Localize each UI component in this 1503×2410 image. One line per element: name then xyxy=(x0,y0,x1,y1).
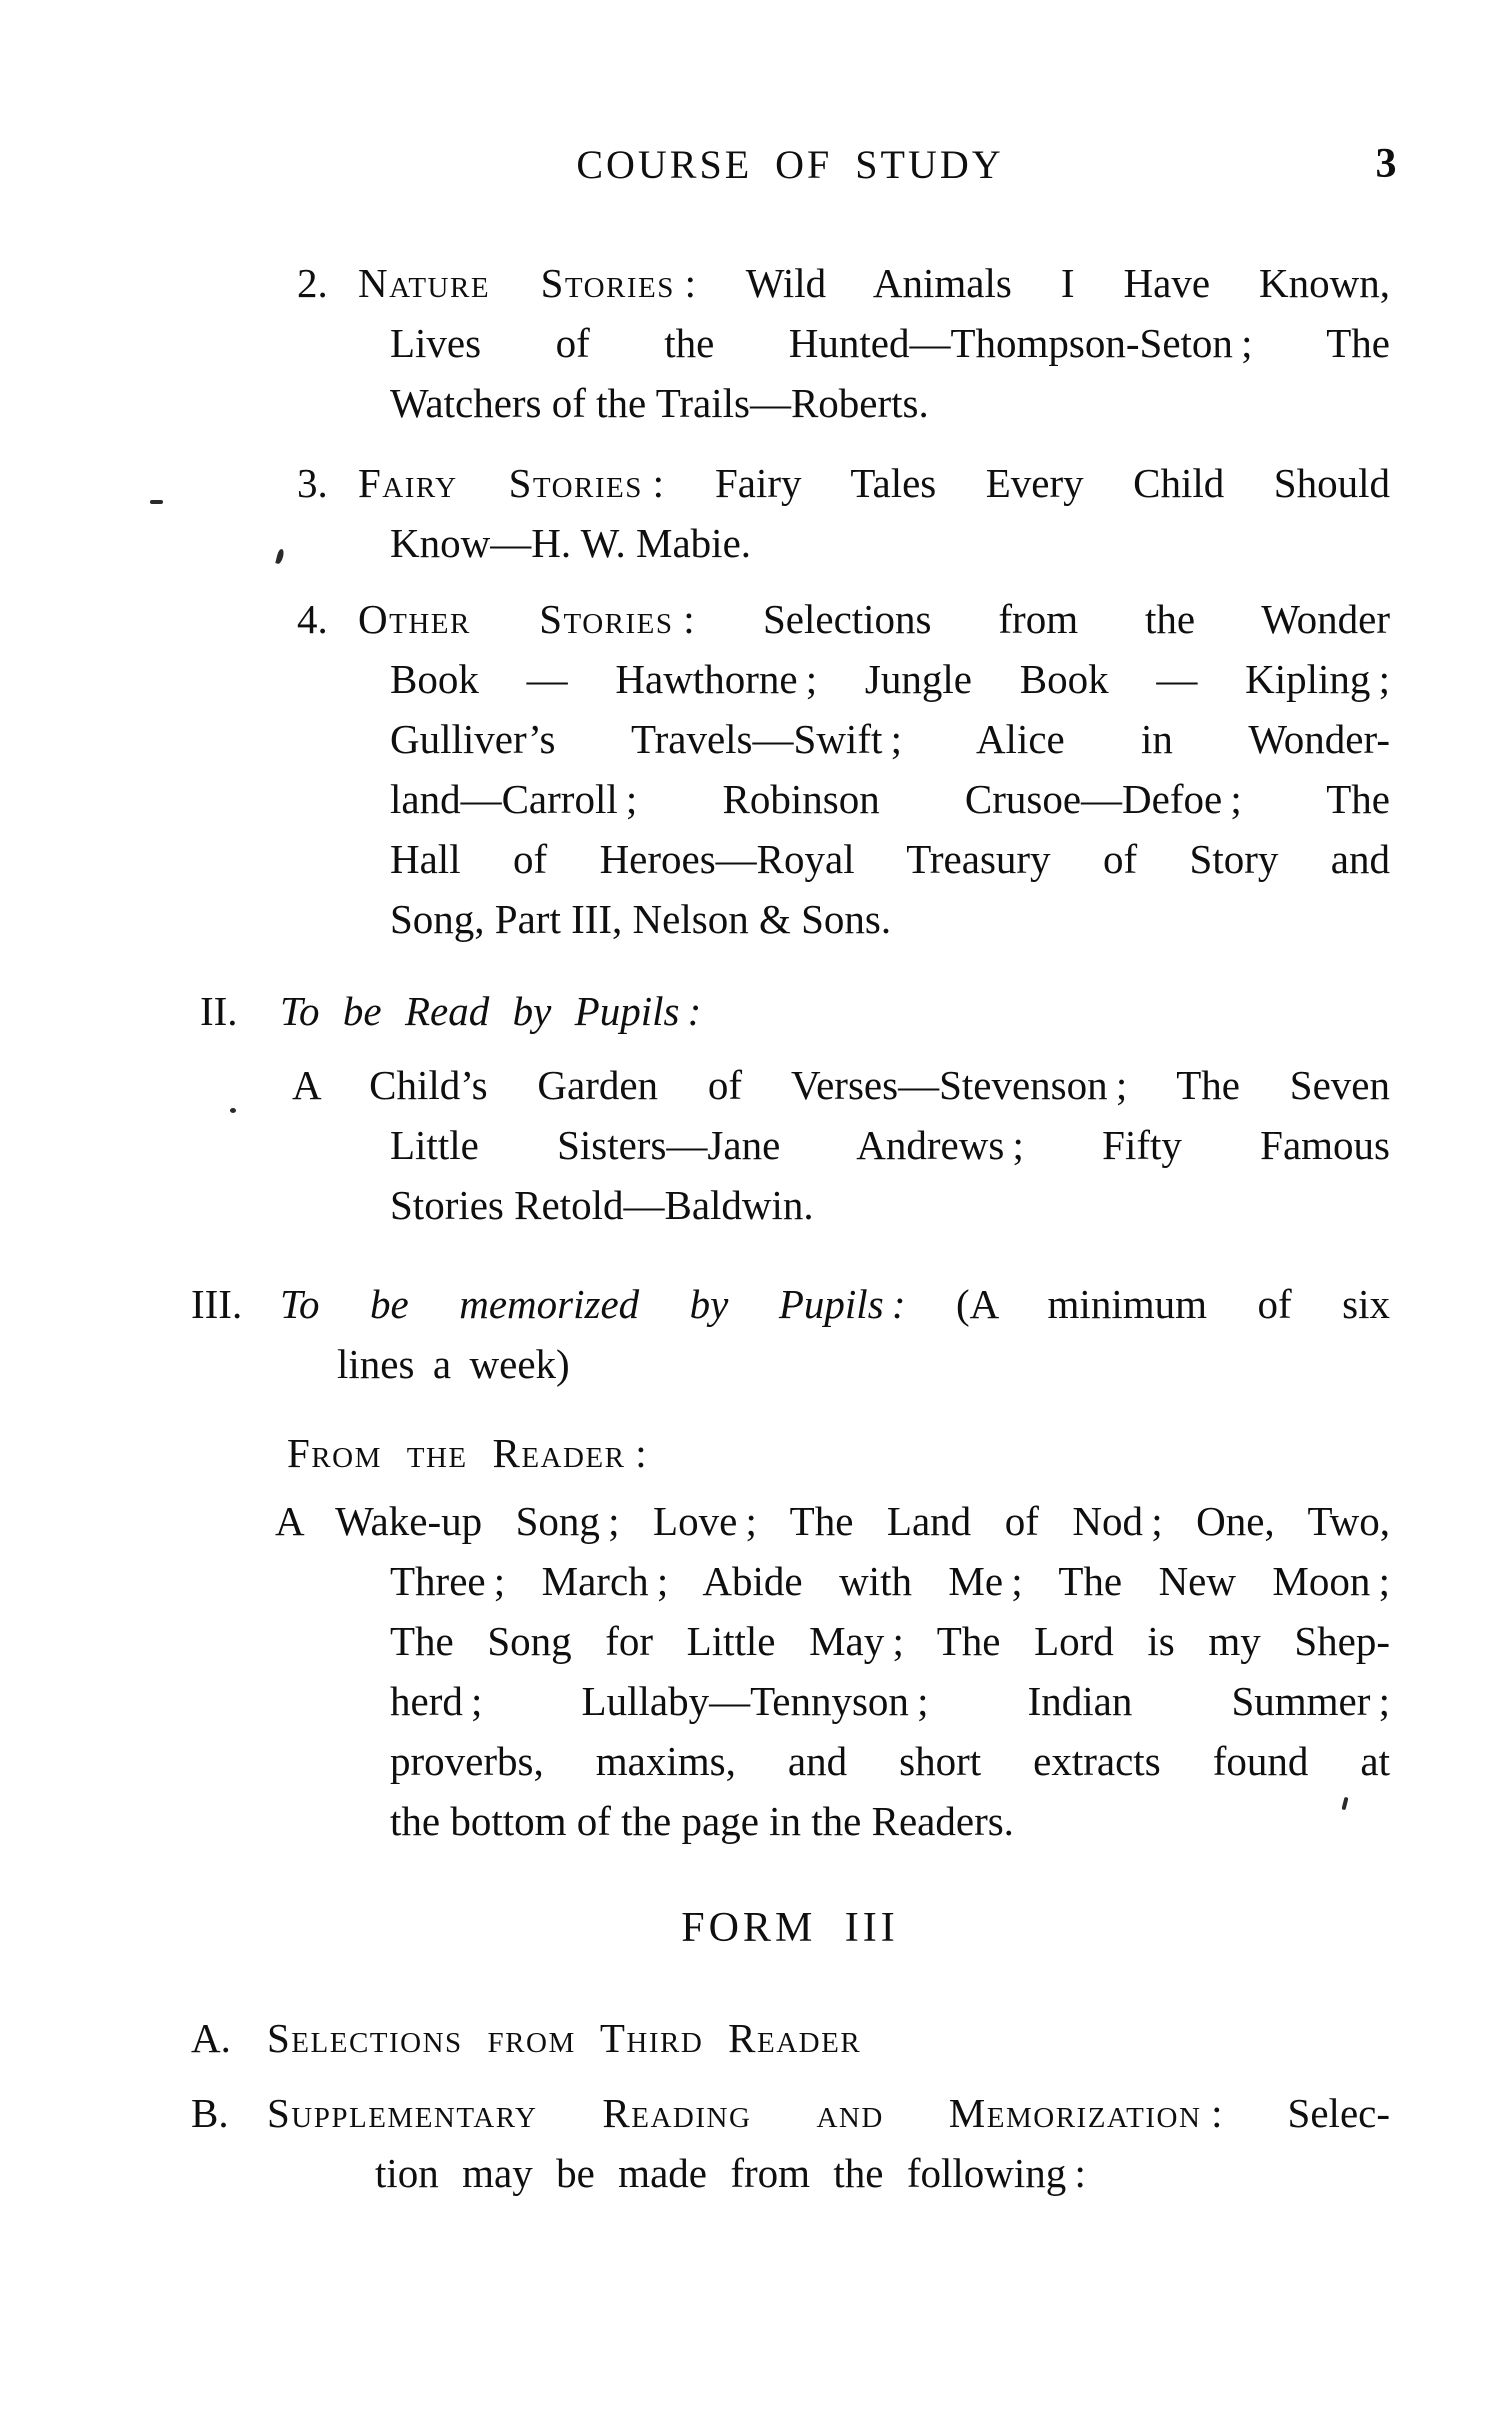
item2-line-3: Watchers of the Trails—Roberts. xyxy=(390,380,929,426)
item4-line-4: land—Carroll ; Robinson Crusoe—Defoe ; The xyxy=(390,776,1390,822)
sec2-line-2: Little Sisters—Jane Andrews ; Fifty Famous xyxy=(390,1122,1390,1168)
sec3-line-6: the bottom of the page in the Readers. xyxy=(390,1798,1014,1844)
section3-title-italic: To be memorized by Pupils : xyxy=(280,1281,906,1327)
item4-line-1 xyxy=(358,589,1390,649)
section-3-paragraph xyxy=(0,1491,1503,1851)
item4-line-5: Hall of Heroes—Royal Treasury of Story and xyxy=(390,836,1390,882)
item4-line-6: Song, Part III, Nelson & Sons. xyxy=(390,896,892,942)
item3-line-2: Know—H. W. Mabie. xyxy=(390,520,752,566)
item-number: 3. xyxy=(297,460,328,506)
page-number: 3 xyxy=(1375,141,1397,187)
sec3-line-2: Three ; March ; Abide with Me ; The New Moon ; xyxy=(390,1558,1390,1604)
section-2-paragraph xyxy=(0,1055,1503,1235)
item4-line-3: Gulliver’s Travels—Swift ; Alice in Wonder- xyxy=(390,716,1390,762)
form-iii-heading: FORM III xyxy=(681,1905,899,1951)
item4-line-2: Book — Hawthorne ; Jungle Book — Kipling ; xyxy=(390,656,1390,702)
item3-text: Fairy Tales Every Child Should xyxy=(715,460,1390,506)
item3-label: Fairy Stories : xyxy=(358,460,666,506)
story-item-2 xyxy=(0,253,1503,433)
sec3-line-5: proverbs, maxims, and short extracts found at xyxy=(390,1738,1390,1784)
section-2-heading xyxy=(0,981,1503,1041)
item-b-line-2: tion may be made from the following : xyxy=(375,2150,1086,2196)
item-b-label: Supplementary Reading and Memorization : xyxy=(267,2090,1225,2136)
page-header-title: COURSE OF STUDY xyxy=(576,142,1004,187)
sec3-line-1: A Wake-up Song ; Love ; The Land of Nod ; One, Two, xyxy=(275,1498,1390,1544)
item2-line-1 xyxy=(358,253,1390,313)
item-number: 2. xyxy=(297,260,328,306)
from-reader-label: From the Reader : xyxy=(287,1430,649,1476)
sec3-line-3: The Song for Little May ; The Lord is my Shep- xyxy=(390,1618,1390,1664)
story-item-3 xyxy=(0,453,1503,573)
item-a-label: Selections from Third Reader xyxy=(267,2015,862,2061)
item2-text: Wild Animals I Have Known, xyxy=(745,260,1391,306)
item2-label: Nature Stories : xyxy=(358,260,698,306)
from-the-reader-heading xyxy=(0,1423,1503,1483)
item-letter: A. xyxy=(191,2015,231,2061)
item-b-line-1 xyxy=(267,2083,1390,2143)
section2-title: To be Read by Pupils : xyxy=(280,988,702,1034)
item-letter: B. xyxy=(191,2090,229,2136)
sec3-line-4: herd ; Lullaby—Tennyson ; Indian Summer ; xyxy=(390,1678,1390,1724)
section3-title-rest: (A minimum of six xyxy=(956,1281,1390,1327)
item4-text: Selections from the Wonder xyxy=(762,596,1390,642)
section-number: III. xyxy=(191,1281,243,1327)
sec2-line-3: Stories Retold—Baldwin. xyxy=(390,1182,814,1228)
scan-speck xyxy=(230,1108,236,1113)
section-number: II. xyxy=(200,988,238,1034)
section3-title-line-1 xyxy=(280,1274,1390,1334)
item-number: 4. xyxy=(297,596,328,642)
section3-title-line-2: lines a week) xyxy=(337,1341,570,1387)
item-a xyxy=(0,2008,1503,2068)
scan-speck xyxy=(150,500,163,504)
story-item-4 xyxy=(0,589,1503,949)
section-3-heading xyxy=(0,1274,1503,1394)
item-b xyxy=(0,2083,1503,2203)
item2-line-2: Lives of the Hunted—Thompson-Seton ; The xyxy=(390,320,1390,366)
item3-line-1 xyxy=(358,453,1390,513)
sec2-line-1: A Child’s Garden of Verses—Stevenson ; The Seven xyxy=(292,1062,1390,1108)
item4-label: Other Stories : xyxy=(358,596,697,642)
item-b-rest: Selec- xyxy=(1287,2090,1390,2136)
